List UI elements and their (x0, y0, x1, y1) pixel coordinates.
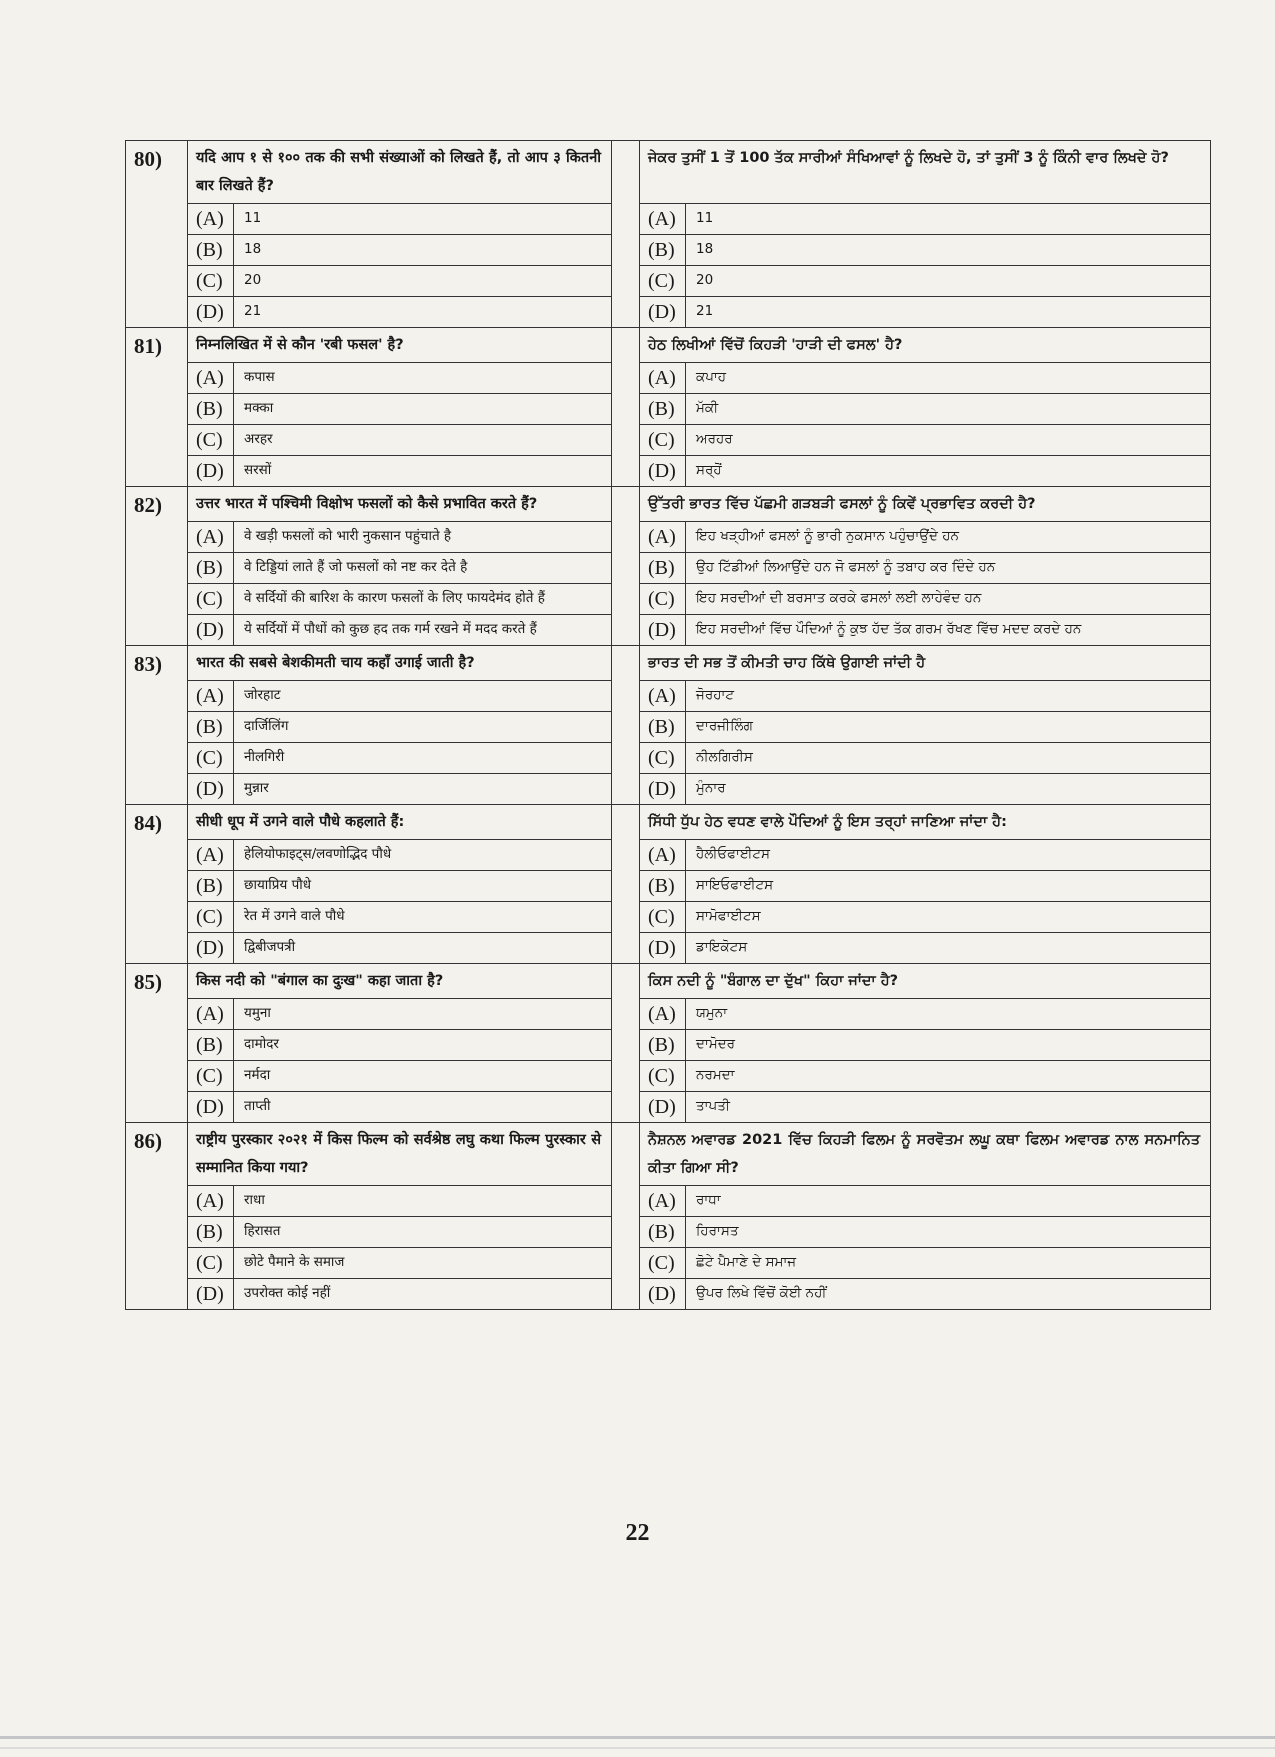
column-gap (612, 964, 640, 1123)
option-text-hindi: मुन्नार (234, 774, 612, 805)
option-row (126, 681, 1211, 712)
option-text-hindi: हेलियोफाइट्स/लवणोद्भिद पौधे (234, 840, 612, 871)
option-row (126, 871, 1211, 902)
question-text-punjabi: ਜੇਕਰ ਤੁਸੀਂ 1 ਤੋਂ 100 ਤੱਕ ਸਾਰੀਆਂ ਸੰਖਿਆਵਾਂ ਨੂੰ ਲਿਖਦੇ ਹੋ, ਤਾਂ ਤੁਸੀਂ 3 ਨੂੰ ਕਿੰਨੀ ਵਾਰ ਲਿਖਦੇ ਹੋ? (640, 141, 1211, 204)
option-row (126, 933, 1211, 964)
option-row (126, 902, 1211, 933)
option-letter-punjabi: (D) (640, 1279, 686, 1310)
question-row (126, 1123, 1211, 1186)
option-text-punjabi: ਇਹ ਖੜ੍ਹੀਆਂ ਫਸਲਾਂ ਨੂੰ ਭਾਰੀ ਨੁਕਸਾਨ ਪਹੁੰਚਾਉਂਦੇ ਹਨ (686, 522, 1211, 553)
option-text-hindi: वे खड़ी फसलों को भारी नुकसान पहुंचाते है (234, 522, 612, 553)
question-text-hindi: उत्तर भारत में पश्चिमी विक्षोभ फसलों को कैसे प्रभावित करते हैं? (188, 487, 612, 522)
option-row (126, 456, 1211, 487)
option-row (126, 1061, 1211, 1092)
option-text-punjabi: ਸਾਇਓਫਾਈਟਸ (686, 871, 1211, 902)
option-letter-hindi: (D) (188, 456, 234, 487)
option-letter-hindi: (B) (188, 1030, 234, 1061)
column-gap (612, 646, 640, 805)
option-letter-punjabi: (D) (640, 933, 686, 964)
option-letter-punjabi: (D) (640, 615, 686, 646)
option-text-hindi: 20 (234, 266, 612, 297)
option-row (126, 425, 1211, 456)
option-text-hindi: ये सर्दियों में पौधों को कुछ हद तक गर्म रखने में मदद करते हैं (234, 615, 612, 646)
option-letter-punjabi: (B) (640, 1030, 686, 1061)
question-row (126, 141, 1211, 204)
option-text-punjabi: ਦਾਮੋਦਰ (686, 1030, 1211, 1061)
option-row (126, 999, 1211, 1030)
option-letter-hindi: (B) (188, 871, 234, 902)
option-text-punjabi: ਕਪਾਹ (686, 363, 1211, 394)
option-text-punjabi: ਮੁੰਨਾਰ (686, 774, 1211, 805)
option-row (126, 204, 1211, 235)
question-number: 81) (126, 328, 188, 487)
option-letter-hindi: (A) (188, 363, 234, 394)
option-row (126, 1279, 1211, 1310)
option-letter-hindi: (D) (188, 1092, 234, 1123)
option-row (126, 297, 1211, 328)
question-text-hindi: यदि आप १ से १०० तक की सभी संख्याओं को लिखते हैं, तो आप ३ कितनी बार लिखते हैं? (188, 141, 612, 204)
option-text-punjabi: ਯਮੁਨਾ (686, 999, 1211, 1030)
scan-edge-line (0, 1736, 1275, 1739)
option-letter-punjabi: (A) (640, 999, 686, 1030)
option-letter-hindi: (B) (188, 235, 234, 266)
option-letter-hindi: (C) (188, 1248, 234, 1279)
question-text-punjabi: ਭਾਰਤ ਦੀ ਸਭ ਤੋਂ ਕੀਮਤੀ ਚਾਹ ਕਿੱਥੇ ਉਗਾਈ ਜਾਂਦੀ ਹੈ (640, 646, 1211, 681)
question-row (126, 328, 1211, 363)
option-text-punjabi: ਜੋਰਹਾਟ (686, 681, 1211, 712)
option-letter-punjabi: (D) (640, 297, 686, 328)
option-text-hindi: जोरहाट (234, 681, 612, 712)
option-text-punjabi: 20 (686, 266, 1211, 297)
option-row (126, 712, 1211, 743)
option-letter-punjabi: (D) (640, 774, 686, 805)
option-text-punjabi: ਹਿਰਾਸਤ (686, 1217, 1211, 1248)
option-text-hindi: वे टिड्डियां लाते हैं जो फसलों को नष्ट कर देते है (234, 553, 612, 584)
question-row (126, 964, 1211, 999)
option-text-hindi: उपरोक्त कोई नहीं (234, 1279, 612, 1310)
option-text-hindi: मक्का (234, 394, 612, 425)
option-row (126, 1186, 1211, 1217)
option-text-punjabi: ਇਹ ਸਰਦੀਆਂ ਦੀ ਬਰਸਾਤ ਕਰਕੇ ਫਸਲਾਂ ਲਈ ਲਾਹੇਵੰਦ ਹਨ (686, 584, 1211, 615)
question-text-hindi: राष्ट्रीय पुरस्कार २०२१ में किस फिल्म को सर्वश्रेष्ठ लघु कथा फिल्म पुरस्कार से सम्मानित किया गया? (188, 1123, 612, 1186)
question-number: 86) (126, 1123, 188, 1310)
option-letter-hindi: (A) (188, 999, 234, 1030)
option-text-punjabi: ਨਰਮਦਾ (686, 1061, 1211, 1092)
column-gap (612, 141, 640, 328)
option-text-punjabi: ਡਾਇਕੋਟਸ (686, 933, 1211, 964)
option-text-hindi: हिरासत (234, 1217, 612, 1248)
question-number: 84) (126, 805, 188, 964)
option-letter-punjabi: (B) (640, 553, 686, 584)
option-text-hindi: छायाप्रिय पौधे (234, 871, 612, 902)
option-row (126, 584, 1211, 615)
option-letter-punjabi: (B) (640, 394, 686, 425)
option-text-hindi: रेत में उगने वाले पौधे (234, 902, 612, 933)
option-row (126, 1248, 1211, 1279)
option-text-hindi: नर्मदा (234, 1061, 612, 1092)
option-letter-hindi: (B) (188, 553, 234, 584)
option-text-hindi: कपास (234, 363, 612, 394)
option-letter-punjabi: (B) (640, 1217, 686, 1248)
question-text-punjabi: ਨੈਸ਼ਨਲ ਅਵਾਰਡ 2021 ਵਿੱਚ ਕਿਹੜੀ ਫਿਲਮ ਨੂੰ ਸਰਵੋਤਮ ਲਘੂ ਕਥਾ ਫਿਲਮ ਅਵਾਰਡ ਨਾਲ ਸਨਮਾਨਿਤ ਕੀਤਾ ਗਿਆ ਸੀ? (640, 1123, 1211, 1186)
option-letter-hindi: (A) (188, 681, 234, 712)
option-text-hindi: द्विबीजपत्री (234, 933, 612, 964)
option-text-hindi: छोटे पैमाने के समाज (234, 1248, 612, 1279)
question-text-hindi: सीधी धूप में उगने वाले पौधे कहलाते हैं: (188, 805, 612, 840)
question-text-punjabi: ਸਿੱਧੀ ਧੁੱਪ ਹੇਠ ਵਧਣ ਵਾਲੇ ਪੌਦਿਆਂ ਨੂੰ ਇਸ ਤਰ੍ਹਾਂ ਜਾਣਿਆ ਜਾਂਦਾ ਹੈ: (640, 805, 1211, 840)
option-letter-punjabi: (C) (640, 266, 686, 297)
question-text-hindi: निम्नलिखित में से कौन 'रबी फसल' है? (188, 328, 612, 363)
option-text-punjabi: ਸਾਮੋਫਾਈਟਸ (686, 902, 1211, 933)
option-row (126, 1217, 1211, 1248)
option-letter-punjabi: (C) (640, 1061, 686, 1092)
option-letter-punjabi: (B) (640, 712, 686, 743)
option-text-hindi: वे सर्दियों की बारिश के कारण फसलों के लिए फायदेमंद होते हैं (234, 584, 612, 615)
option-row (126, 235, 1211, 266)
option-letter-hindi: (C) (188, 902, 234, 933)
option-letter-punjabi: (A) (640, 204, 686, 235)
option-text-punjabi: ਅਰਹਰ (686, 425, 1211, 456)
question-number: 83) (126, 646, 188, 805)
question-number: 80) (126, 141, 188, 328)
option-letter-punjabi: (A) (640, 681, 686, 712)
option-letter-hindi: (B) (188, 712, 234, 743)
question-text-punjabi: ਕਿਸ ਨਦੀ ਨੂੰ "ਬੰਗਾਲ ਦਾ ਦੁੱਖ" ਕਿਹਾ ਜਾਂਦਾ ਹੈ? (640, 964, 1211, 999)
option-text-hindi: दार्जिलिंग (234, 712, 612, 743)
option-letter-punjabi: (C) (640, 584, 686, 615)
option-letter-hindi: (B) (188, 1217, 234, 1248)
option-letter-punjabi: (D) (640, 1092, 686, 1123)
option-text-punjabi: ਉਪਰ ਲਿਖੇ ਵਿੱਚੋਂ ਕੋਈ ਨਹੀਂ (686, 1279, 1211, 1310)
option-text-hindi: यमुना (234, 999, 612, 1030)
option-letter-punjabi: (A) (640, 840, 686, 871)
option-letter-punjabi: (C) (640, 425, 686, 456)
option-row (126, 363, 1211, 394)
option-letter-punjabi: (C) (640, 1248, 686, 1279)
option-letter-hindi: (C) (188, 425, 234, 456)
option-letter-punjabi: (C) (640, 902, 686, 933)
option-row (126, 615, 1211, 646)
column-gap (612, 805, 640, 964)
option-text-hindi: नीलगिरी (234, 743, 612, 774)
option-text-hindi: 18 (234, 235, 612, 266)
option-text-punjabi: ਇਹ ਸਰਦੀਆਂ ਵਿੱਚ ਪੌਦਿਆਂ ਨੂੰ ਕੁਝ ਹੱਦ ਤੱਕ ਗਰਮ ਰੱਖਣ ਵਿੱਚ ਮਦਦ ਕਰਦੇ ਹਨ (686, 615, 1211, 646)
option-text-punjabi: ਹੈਲੀਓਫਾਈਟਸ (686, 840, 1211, 871)
option-text-punjabi: ਸਰ੍ਹੋਂ (686, 456, 1211, 487)
option-letter-hindi: (C) (188, 266, 234, 297)
option-row (126, 522, 1211, 553)
option-row (126, 840, 1211, 871)
option-letter-hindi: (A) (188, 1186, 234, 1217)
question-text-punjabi: ਹੇਠ ਲਿਖੀਆਂ ਵਿੱਚੋਂ ਕਿਹੜੀ 'ਹਾੜੀ ਦੀ ਫਸਲ' ਹੈ? (640, 328, 1211, 363)
option-text-punjabi: 11 (686, 204, 1211, 235)
page-number: 22 (625, 1520, 650, 1546)
question-row (126, 805, 1211, 840)
option-row (126, 394, 1211, 425)
question-text-hindi: भारत की सबसे बेशकीमती चाय कहाँ उगाई जाती है? (188, 646, 612, 681)
option-text-punjabi: ਛੋਟੇ ਪੈਮਾਣੇ ਦੇ ਸਮਾਜ (686, 1248, 1211, 1279)
option-text-hindi: 11 (234, 204, 612, 235)
option-letter-punjabi: (B) (640, 235, 686, 266)
option-row (126, 266, 1211, 297)
question-number: 85) (126, 964, 188, 1123)
option-letter-hindi: (C) (188, 584, 234, 615)
column-gap (612, 1123, 640, 1310)
option-text-hindi: सरसों (234, 456, 612, 487)
column-gap (612, 328, 640, 487)
option-letter-punjabi: (B) (640, 871, 686, 902)
option-text-punjabi: 21 (686, 297, 1211, 328)
option-letter-hindi: (D) (188, 774, 234, 805)
option-letter-hindi: (A) (188, 204, 234, 235)
option-text-punjabi: ਮੱਕੀ (686, 394, 1211, 425)
option-text-punjabi: ਰਾਧਾ (686, 1186, 1211, 1217)
option-letter-hindi: (B) (188, 394, 234, 425)
option-letter-hindi: (D) (188, 615, 234, 646)
option-row (126, 774, 1211, 805)
scan-edge-line-secondary (0, 1747, 1275, 1749)
question-text-punjabi: ਉੱਤਰੀ ਭਾਰਤ ਵਿੱਚ ਪੱਛਮੀ ਗੜਬੜੀ ਫਸਲਾਂ ਨੂੰ ਕਿਵੇਂ ਪ੍ਰਭਾਵਿਤ ਕਰਦੀ ਹੈ? (640, 487, 1211, 522)
question-row (126, 487, 1211, 522)
option-row (126, 553, 1211, 584)
question-number: 82) (126, 487, 188, 646)
option-text-hindi: 21 (234, 297, 612, 328)
option-letter-hindi: (A) (188, 840, 234, 871)
option-letter-hindi: (C) (188, 743, 234, 774)
option-text-hindi: राधा (234, 1186, 612, 1217)
option-letter-punjabi: (A) (640, 363, 686, 394)
option-row (126, 1030, 1211, 1061)
column-gap (612, 487, 640, 646)
option-letter-punjabi: (A) (640, 1186, 686, 1217)
option-row (126, 1092, 1211, 1123)
option-letter-hindi: (D) (188, 933, 234, 964)
question-row (126, 646, 1211, 681)
option-letter-hindi: (A) (188, 522, 234, 553)
option-text-punjabi: ਦਾਰਜੀਲਿੰਗ (686, 712, 1211, 743)
option-letter-punjabi: (D) (640, 456, 686, 487)
option-letter-hindi: (D) (188, 1279, 234, 1310)
option-text-punjabi: ਨੀਲਗਿਰੀਸ (686, 743, 1211, 774)
option-letter-punjabi: (A) (640, 522, 686, 553)
option-text-punjabi: ਉਹ ਟਿੱਡੀਆਂ ਲਿਆਉਂਦੇ ਹਨ ਜੋ ਫਸਲਾਂ ਨੂੰ ਤਬਾਹ ਕਰ ਦਿੰਦੇ ਹਨ (686, 553, 1211, 584)
option-text-hindi: अरहर (234, 425, 612, 456)
option-letter-hindi: (D) (188, 297, 234, 328)
option-letter-punjabi: (C) (640, 743, 686, 774)
option-row (126, 743, 1211, 774)
option-text-punjabi: ਤਾਪਤੀ (686, 1092, 1211, 1123)
option-letter-hindi: (C) (188, 1061, 234, 1092)
option-text-punjabi: 18 (686, 235, 1211, 266)
question-text-hindi: किस नदी को "बंगाल का दुःख" कहा जाता है? (188, 964, 612, 999)
question-table (125, 140, 1211, 1310)
option-text-hindi: ताप्ती (234, 1092, 612, 1123)
option-text-hindi: दामोदर (234, 1030, 612, 1061)
